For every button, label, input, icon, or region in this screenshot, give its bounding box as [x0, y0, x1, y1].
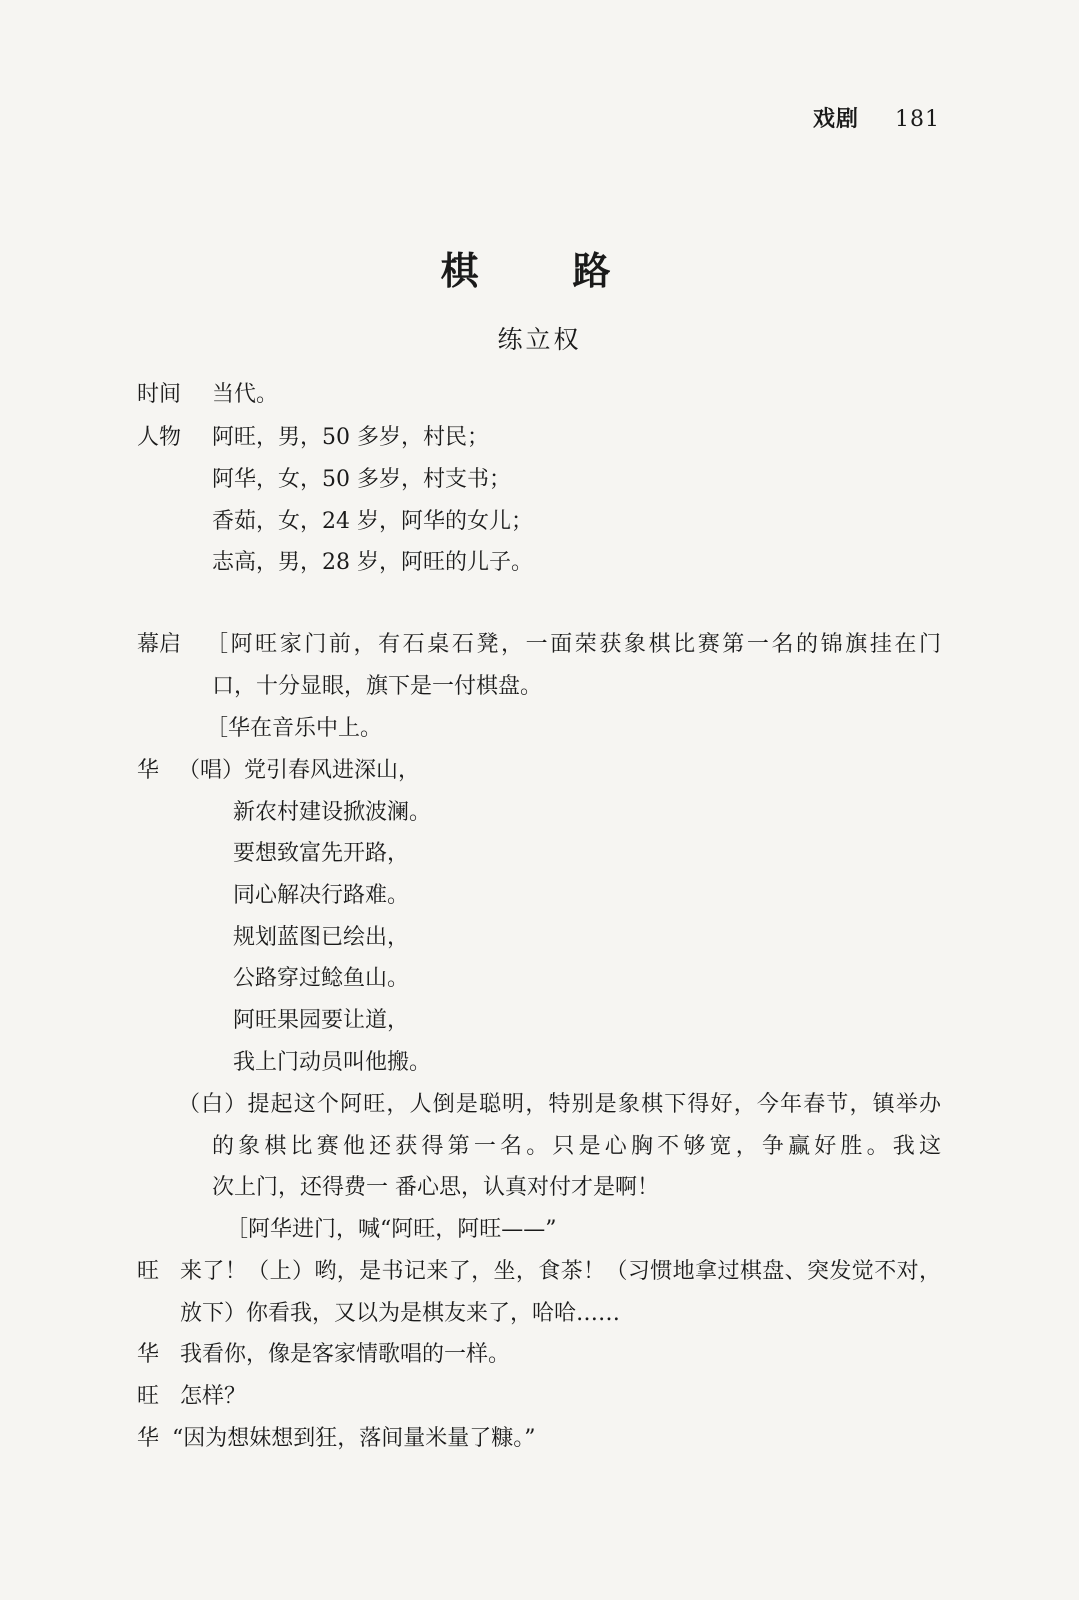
- author-name: 练立权: [497, 325, 582, 354]
- section-title: 戏剧: [812, 107, 859, 132]
- page-number: 181: [895, 107, 940, 132]
- play-title: 棋 路: [440, 249, 639, 293]
- speaker-label: 华: [137, 1426, 160, 1451]
- song-line: 公路穿过鲶鱼山。: [233, 966, 410, 991]
- stage-direction: ［阿旺家门前，有石桌石凳，一面荣获象棋比赛第一名的锦旗挂在门: [206, 632, 941, 657]
- dialogue-line: “因为想妹想到狂，落间量米量了糠。”: [172, 1426, 536, 1451]
- time-value: 当代。: [212, 382, 279, 407]
- time-label: 时间: [137, 382, 182, 407]
- character-entry: 志高，男，28 岁，阿旺的儿子。: [212, 550, 533, 575]
- speech-line: 次上门，还得费一 番心思，认真对付才是啊！: [212, 1175, 659, 1200]
- running-header: [813, 102, 940, 133]
- song-line: （唱）党引春风进深山，: [178, 758, 421, 783]
- dialogue-line: 来了！（上）哟，是书记来了，坐，食茶！（习惯地拿过棋盘、突发觉不对，: [180, 1259, 941, 1284]
- character-entry: 阿旺，男，50 多岁，村民；: [212, 425, 489, 450]
- opening-label: 幕启: [137, 632, 182, 657]
- song-line: 规划蓝图已绘出，: [233, 925, 410, 950]
- stage-direction: ［华在音乐中上。: [206, 716, 383, 741]
- speaker-label: 华: [137, 1342, 160, 1367]
- dialogue-line: 怎样？: [180, 1384, 247, 1409]
- song-line: 同心解决行路难。: [233, 883, 410, 908]
- song-line: 要想致富先开路，: [233, 841, 410, 866]
- character-entry: 阿华，女，50 多岁，村支书；: [212, 467, 511, 492]
- speaker-label: 旺: [137, 1384, 160, 1409]
- stage-direction: 口，十分显眼，旗下是一付棋盘。: [212, 674, 543, 699]
- song-line: 我上门动员叫他搬。: [233, 1050, 432, 1075]
- song-line: 阿旺果园要让道，: [233, 1008, 410, 1033]
- speaker-label: 旺: [137, 1259, 160, 1284]
- song-line: 新农村建设掀波澜。: [233, 800, 432, 825]
- speaker-label: 华: [137, 758, 160, 783]
- character-entry: 香茹，女，24 岁，阿华的女儿；: [212, 509, 533, 534]
- dialogue-line: 我看你，像是客家情歌唱的一样。: [180, 1342, 511, 1367]
- stage-direction: ［阿华进门，喊“阿旺，阿旺——”: [226, 1217, 557, 1242]
- people-label: 人物: [137, 425, 182, 450]
- dialogue-line: 放下）你看我，又以为是棋友来了，哈哈……: [180, 1301, 621, 1326]
- speech-line: 的象棋比赛他还获得第一名。只是心胸不够宽，争赢好胜。我这: [212, 1134, 941, 1159]
- speech-line: （白）提起这个阿旺，人倒是聪明，特别是象棋下得好，今年春节，镇举办: [178, 1092, 941, 1117]
